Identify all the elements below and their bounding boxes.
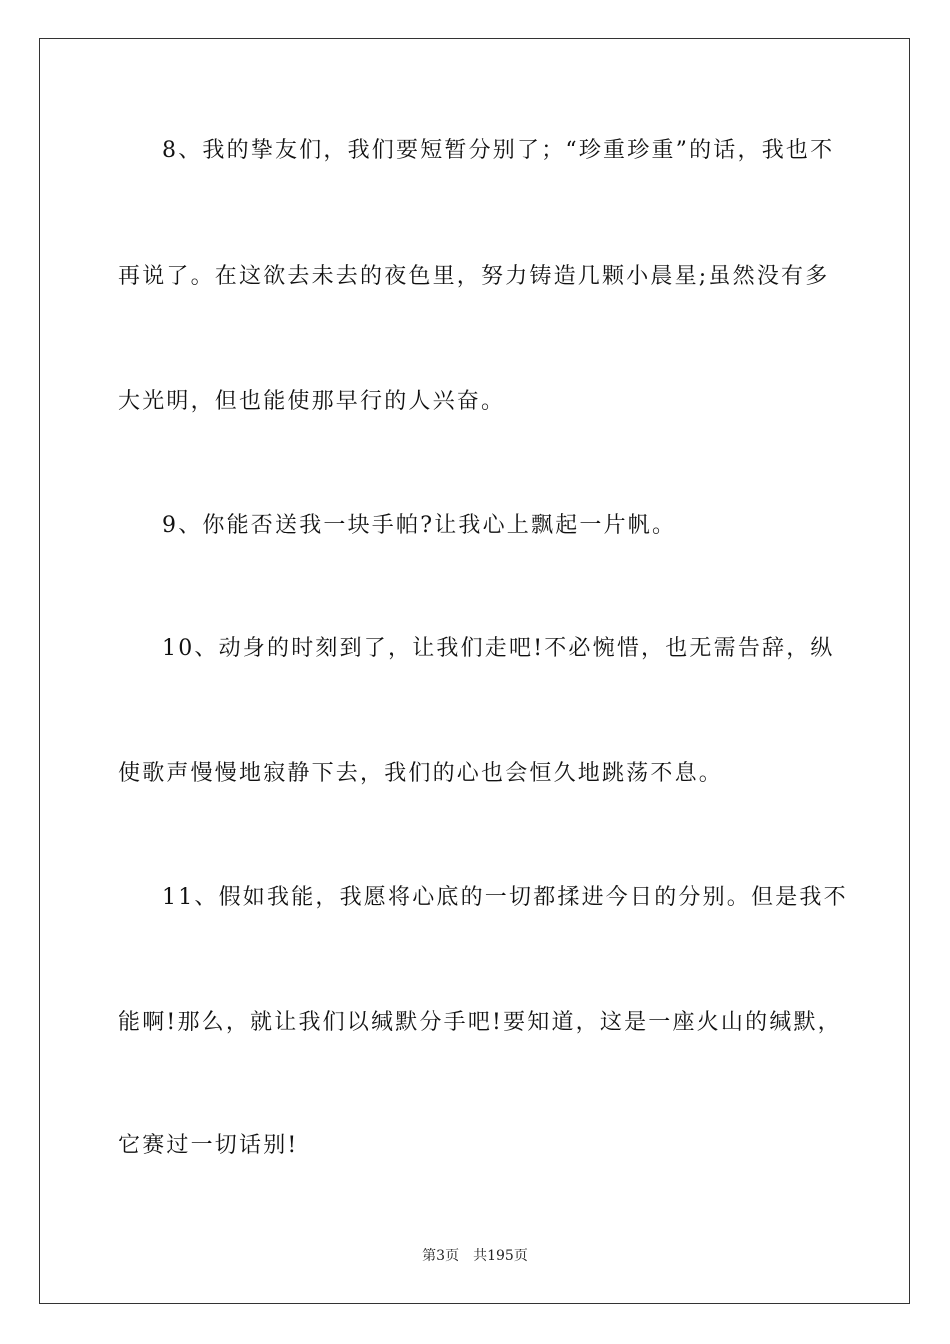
paragraph-11-line-2: 能啊!那么，就让我们以缄默分手吧!要知道，这是一座火山的缄默， xyxy=(118,1010,842,1035)
paragraph-8-line-3: 大光明，但也能使那早行的人兴奋。 xyxy=(118,389,506,414)
page-footer xyxy=(0,1247,950,1265)
paragraph-8-line-2: 再说了。在这欲去未去的夜色里，努力铸造几颗小晨星;虽然没有多 xyxy=(118,264,830,289)
paragraph-8-line-1: 8、我的挚友们，我们要短暂分别了；“珍重珍重”的话，我也不 xyxy=(162,138,835,163)
paragraph-10-line-2: 使歌声慢慢地寂静下去，我们的心也会恒久地跳荡不息。 xyxy=(118,761,724,786)
paragraph-11-line-3: 它赛过一切话别! xyxy=(118,1133,299,1158)
page-number: 第3页 xyxy=(422,1248,460,1264)
total-pages: 共195页 xyxy=(473,1248,528,1264)
paragraph-10-line-1: 10、动身的时刻到了，让我们走吧!不必惋惜，也无需告辞，纵 xyxy=(162,636,835,661)
paragraph-9-line-1: 9、你能否送我一块手帕?让我心上飘起一片帆。 xyxy=(162,513,677,538)
page-border xyxy=(39,38,910,1304)
paragraph-11-line-1: 11、假如我能，我愿将心底的一切都揉进今日的分别。但是我不 xyxy=(162,885,848,910)
